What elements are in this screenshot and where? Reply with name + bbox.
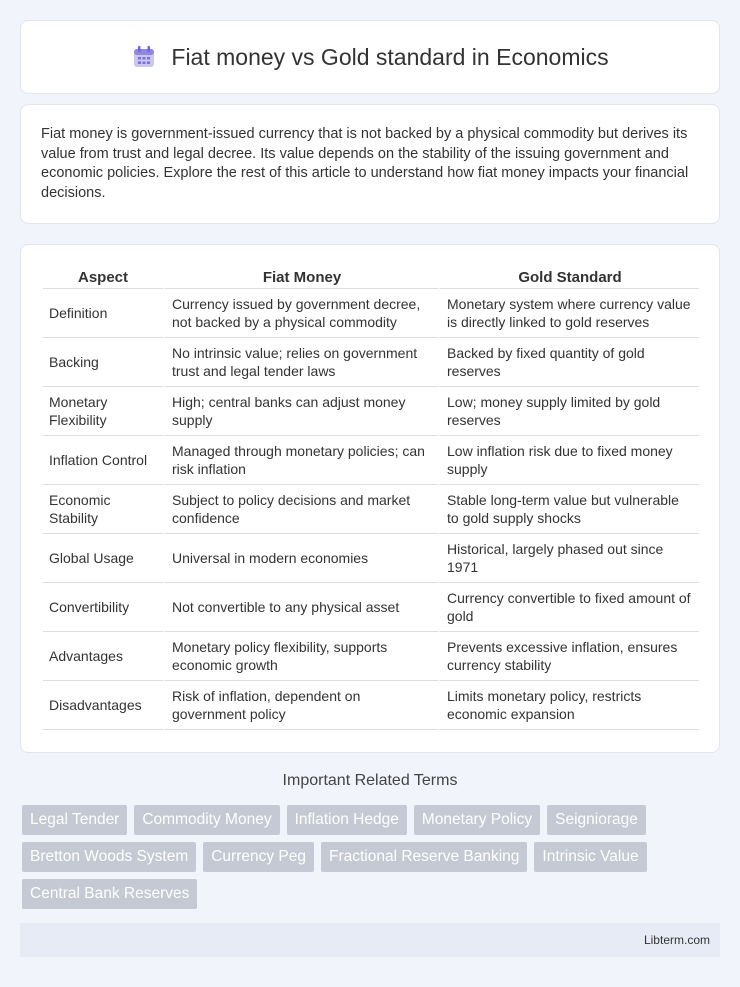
comparison-card [20,244,720,753]
header-aspect: Aspect [43,267,163,289]
aspect-cell: Definition [43,289,163,338]
page-title: Fiat money vs Gold standard in Economics [171,43,609,70]
table-row [43,436,699,485]
intro-card [20,104,720,224]
gold-cell: Low; money supply limited by gold reserves [438,387,699,436]
table-row [43,485,699,534]
tag-fractional-reserve-banking[interactable]: Fractional Reserve Banking [321,842,527,872]
calendar-icon [131,45,157,69]
aspect-cell: Monetary Flexibility [43,387,163,436]
fiat-cell: Universal in modern economies [163,534,438,583]
gold-cell: Backed by fixed quantity of gold reserves [438,338,699,387]
tag-bretton-woods-system[interactable]: Bretton Woods System [22,842,196,872]
aspect-cell: Backing [43,338,163,387]
gold-cell: Stable long-term value but vulnerable to gold supply shocks [438,485,699,534]
gold-cell: Currency convertible to fixed amount of gold [438,583,699,632]
table-row [43,289,699,338]
table-row [43,534,699,583]
aspect-cell: Inflation Control [43,436,163,485]
gold-cell: Low inflation risk due to fixed money supply [438,436,699,485]
fiat-cell: Currency issued by government decree, not backed by a physical commodity [163,289,438,338]
tag-legal-tender[interactable]: Legal Tender [22,805,127,835]
tag-seigniorage[interactable]: Seigniorage [547,805,646,835]
header-gold-standard: Gold Standard [438,267,699,289]
header-fiat-money: Fiat Money [163,267,438,289]
fiat-cell: Managed through monetary policies; can risk inflation [163,436,438,485]
table-row [43,681,699,730]
footer [20,923,720,957]
comparison-table [43,267,699,730]
tag-intrinsic-value[interactable]: Intrinsic Value [534,842,646,872]
header-card [20,20,720,94]
gold-cell: Historical, largely phased out since 1971 [438,534,699,583]
fiat-cell: Not convertible to any physical asset [163,583,438,632]
tag-currency-peg[interactable]: Currency Peg [203,842,314,872]
footer-site-link[interactable]: Libterm.com [643,933,710,947]
table-row [43,583,699,632]
table-row [43,338,699,387]
aspect-cell: Advantages [43,632,163,681]
aspect-cell: Economic Stability [43,485,163,534]
table-row [43,387,699,436]
aspect-cell: Global Usage [43,534,163,583]
tag-inflation-hedge[interactable]: Inflation Hedge [287,805,407,835]
tag-central-bank-reserves[interactable]: Central Bank Reserves [22,879,197,909]
fiat-cell: No intrinsic value; relies on government trust and legal tender laws [163,338,438,387]
related-terms-list [22,805,722,909]
gold-cell: Prevents excessive inflation, ensures currency stability [438,632,699,681]
related-terms-title: Important Related Terms [282,772,458,789]
fiat-cell: Monetary policy flexibility, supports economic growth [163,632,438,681]
fiat-cell: Risk of inflation, dependent on government policy [163,681,438,730]
table-header-row [43,267,699,289]
fiat-cell: High; central banks can adjust money supply [163,387,438,436]
fiat-cell: Subject to policy decisions and market confidence [163,485,438,534]
tag-monetary-policy[interactable]: Monetary Policy [414,805,540,835]
intro-text: Fiat money is government-issued currency that is not backed by a physical commodity but derives its value from trust and legal decree. Its value depends on the stability of the issuing government and economic policies. Explore the rest of this article to understand how fiat money impacts your financial decisions. [41,126,689,201]
table-row [43,632,699,681]
gold-cell: Monetary system where currency value is directly linked to gold reserves [438,289,699,338]
tag-commodity-money[interactable]: Commodity Money [134,805,279,835]
gold-cell: Limits monetary policy, restricts economic expansion [438,681,699,730]
header [131,44,608,71]
aspect-cell: Convertibility [43,583,163,632]
aspect-cell: Disadvantages [43,681,163,730]
